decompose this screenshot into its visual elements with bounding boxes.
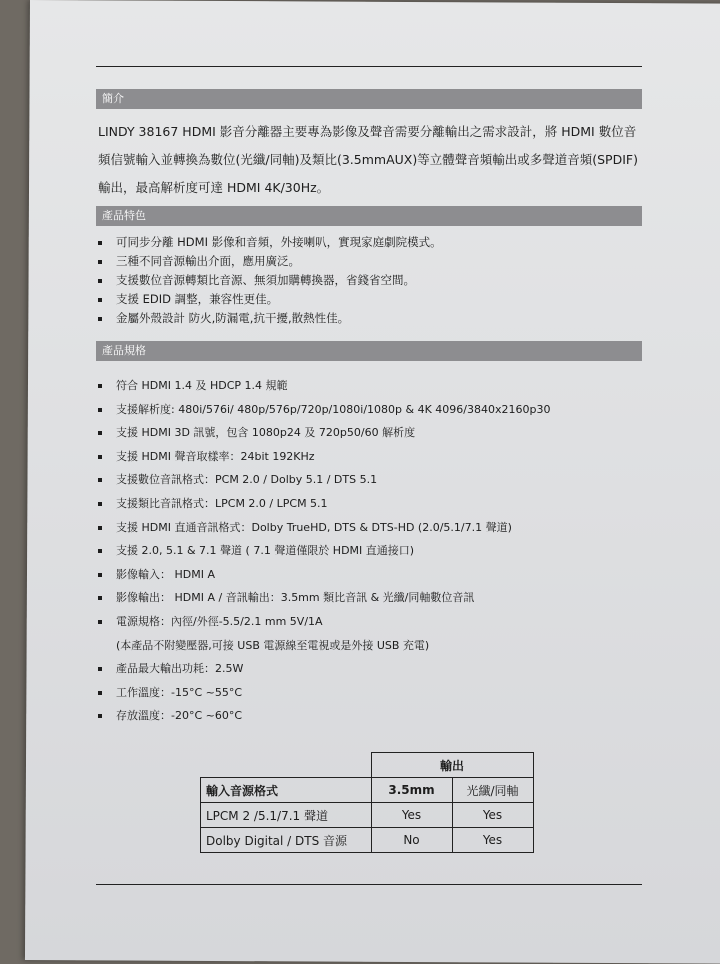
- specs-list: [98, 374, 648, 728]
- format-cell: Dolby Digital / DTS 音源: [201, 828, 372, 853]
- bullet-icon: [98, 714, 102, 718]
- bullet-icon: [98, 317, 102, 321]
- bullet-icon: [98, 549, 102, 553]
- feature-item: 可同步分離 HDMI 影像和音頻，外接喇叭，實現家庭劇院模式。: [98, 233, 648, 252]
- input-header: 輸入音源格式: [201, 778, 372, 803]
- bullet-icon: [98, 431, 102, 435]
- mm35-cell: No: [371, 828, 452, 853]
- feature-item: 支援數位音源轉類比音源、無須加購轉換器，省錢省空間。: [98, 271, 648, 290]
- bullet-icon: [98, 667, 102, 671]
- spec-item: 支援 HDMI 聲音取樣率：24bit 192KHz: [98, 445, 648, 469]
- feature-item: 金屬外殼設計 防火,防漏電,抗干擾,散熱性佳。: [98, 309, 648, 328]
- intro-line: 輸出，最高解析度可達 HDMI 4K/30Hz。: [98, 180, 330, 195]
- optical-cell: Yes: [452, 828, 533, 853]
- intro-section-header: 簡介: [96, 89, 642, 109]
- intro-paragraph: [98, 118, 648, 202]
- spec-item: 影像輸出： HDMI A / 音訊輸出：3.5mm 類比音訊 & 光纖/同軸數位音訊: [98, 586, 648, 610]
- table-subheader-row: [201, 778, 534, 803]
- col-optical-header: 光纖/同軸: [452, 778, 533, 803]
- bullet-icon: [98, 408, 102, 412]
- spec-item: 產品最大輸出功耗：2.5W: [98, 657, 648, 681]
- bullet-icon: [98, 241, 102, 245]
- bullet-icon: [98, 478, 102, 482]
- spec-item: 支援數位音訊格式：PCM 2.0 / Dolby 5.1 / DTS 5.1: [98, 468, 648, 492]
- bullet-icon: [98, 526, 102, 530]
- table-empty-cell: [201, 753, 372, 778]
- features-list: [98, 233, 648, 328]
- mm35-cell: Yes: [371, 803, 452, 828]
- spec-item: 電源規格：內徑/外徑-5.5/2.1 mm 5V/1A: [98, 610, 648, 634]
- bullet-icon: [98, 620, 102, 624]
- spec-item: 支援 HDMI 直通音訊格式：Dolby TrueHD, DTS & DTS-HD (2.0/5.1/7.1 聲道): [98, 516, 648, 540]
- intro-line: 頻信號輸入並轉換為數位(光纖/同軸)及類比(3.5mmAUX)等立體聲音頻輸出或多聲道音頻(SPDIF): [98, 152, 638, 167]
- spec-item: 支援 HDMI 3D 訊號，包含 1080p24 及 720p50/60 解析度: [98, 421, 648, 445]
- output-header: 輸出: [371, 753, 533, 778]
- audio-output-table: [200, 752, 534, 853]
- table-header-row: [201, 753, 534, 778]
- bullet-icon: [98, 384, 102, 388]
- spec-item: 支援 2.0, 5.1 & 7.1 聲道 ( 7.1 聲道僅限於 HDMI 直通接口): [98, 539, 648, 563]
- bullet-icon: [98, 455, 102, 459]
- bullet-icon: [98, 260, 102, 264]
- intro-line: LINDY 38167 HDMI 影音分離器主要專為影像及聲音需要分離輸出之需求設計，將 HDMI 數位音: [98, 124, 637, 139]
- spec-item: 支援類比音訊格式：LPCM 2.0 / LPCM 5.1: [98, 492, 648, 516]
- bullet-icon: [98, 298, 102, 302]
- spec-item: 符合 HDMI 1.4 及 HDCP 1.4 規範: [98, 374, 648, 398]
- optical-cell: Yes: [452, 803, 533, 828]
- bottom-rule: [96, 884, 642, 885]
- bullet-icon: [98, 573, 102, 577]
- spec-note: (本產品不附變壓器,可接 USB 電源線至電視或是外接 USB 充電): [116, 638, 430, 652]
- bullet-icon: [98, 596, 102, 600]
- format-cell: LPCM 2 /5.1/7.1 聲道: [201, 803, 372, 828]
- specs-section-header: 產品規格: [96, 341, 642, 361]
- col-35mm-header: 3.5mm: [371, 778, 452, 803]
- spec-item: 存放溫度：-20°C ~60°C: [98, 704, 648, 728]
- top-rule: [96, 66, 642, 67]
- feature-item: 三種不同音源輸出介面，應用廣泛。: [98, 252, 648, 271]
- bullet-icon: [98, 502, 102, 506]
- features-section-header: 產品特色: [96, 206, 642, 226]
- bullet-icon: [98, 691, 102, 695]
- spec-item: 影像輸入： HDMI A: [98, 563, 648, 587]
- spec-item: 支援解析度: 480i/576i/ 480p/576p/720p/1080i/1080p & 4K 4096/3840x2160p30: [98, 398, 648, 422]
- bullet-icon: [98, 279, 102, 283]
- table-row: [201, 803, 534, 828]
- feature-item: 支援 EDID 調整，兼容性更佳。: [98, 290, 648, 309]
- table-row: [201, 828, 534, 853]
- spec-item: 工作溫度：-15°C ~55°C: [98, 681, 648, 705]
